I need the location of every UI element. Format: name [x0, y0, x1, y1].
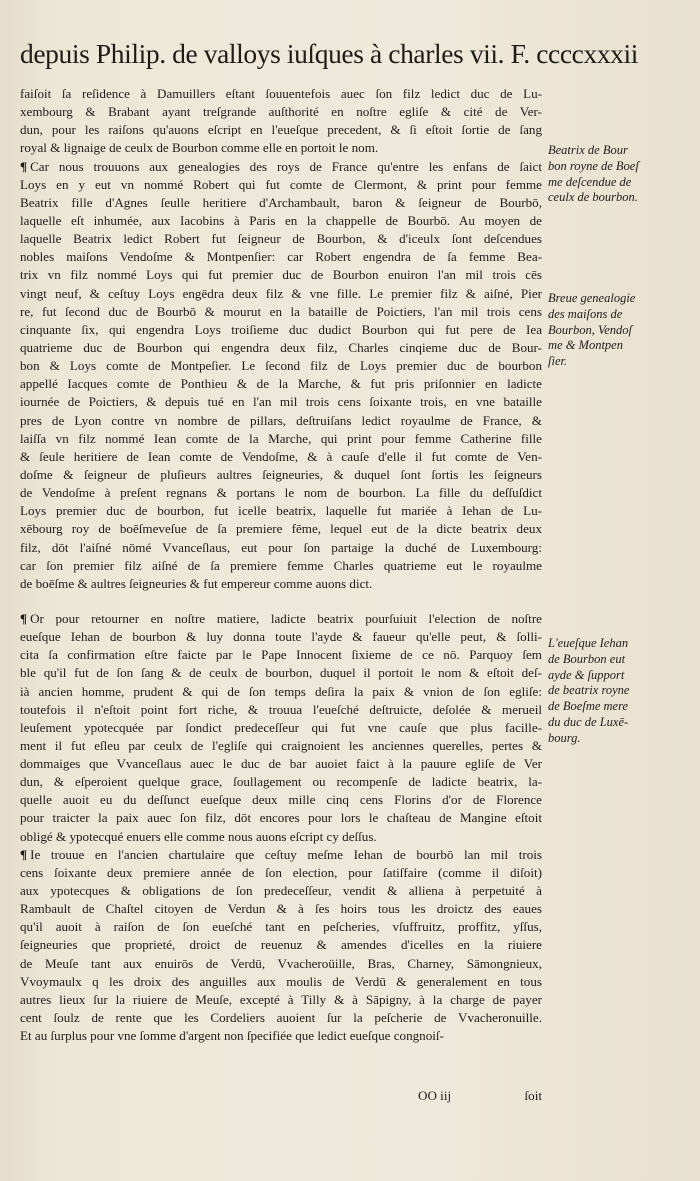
text-line: [20, 212, 542, 230]
paragraph-gap: [20, 593, 542, 610]
text-line: [20, 484, 542, 502]
text-line: [20, 557, 542, 575]
text-line-content: obligé & ypotecqué enuers elle comme nous auons eſcript cy deſſus.: [20, 828, 377, 844]
text-line: [20, 266, 542, 284]
text-line: [20, 791, 542, 809]
text-line-content: leuſement ypotecquée par ſondict predeceſſeur qui fut vne cauſe que plus facille-: [20, 719, 542, 735]
margin-note-line: de Bourbon eut: [548, 651, 626, 666]
text-line: [20, 339, 542, 357]
text-line-content: Or pour retourner en noſtre matiere, ladicte beatrix pourſuiuit l'election de noſtre: [30, 610, 542, 626]
text-line-content: royal & lignaige de ceulx de Bourbon comme elle en portoit le nom.: [20, 140, 379, 156]
text-line-content: xēbourg roy de boēſmeveſue de ſa premiere fēme, lequel eut de la dicte beatrix deux: [20, 521, 542, 537]
text-line-content: Loys en y eut vn nommé Robert qui fut comte de Clermont, & print pour femme: [20, 176, 542, 192]
margin-note-line: ceulx de bourbon.: [548, 190, 638, 205]
text-line-content: ment il fut eſleu par ceulx de l'egliſe qui craignoient les anciennes querelles, pertes &: [20, 737, 542, 753]
text-line-content: pour traicter la paix auec ſon filz, dōt encores pour lors le chaſteau de Mangine eſtoit: [20, 810, 542, 826]
paragraph: [20, 846, 542, 1046]
text-line-content: de Vendoſme à preſent regnans & portans le nom de bourbon. La fille du deſſuſdict: [20, 485, 542, 501]
margin-note-line: Bourbon, Vendoſ: [548, 322, 633, 337]
text-line: [20, 412, 542, 430]
text-line-content: qu'il auoit à raiſon de ſon eueſché tant en peſcheries, vſuffruitz, proffitz, yſſus,: [20, 919, 542, 935]
text-line: [20, 918, 542, 936]
margin-note: [548, 291, 683, 370]
margin-note-line: me & Montpen: [548, 338, 623, 353]
margin-note: [548, 143, 683, 206]
text-line-content: Ie trouue en l'ancien chartulaire que ceſtuy meſme Iehan de bourbō lan mil trois: [30, 846, 542, 862]
text-line-content: Beatrix fille d'Agnes ſeulle heritiere d'Archambault, baron & ſeigneur de Bourbō,: [20, 194, 542, 210]
text-line: [20, 194, 542, 212]
text-line: [20, 466, 542, 484]
text-line: [20, 955, 542, 973]
text-line-content: & ſeule heritiere de Iean comte de Vendoſme, & à cauſe d'elle il fut comte de Ven-: [20, 448, 542, 464]
text-line-content: xembourg & Brabant ayant treſgrande auſthorité en noſtre egliſe & cité de Ver-: [20, 104, 542, 120]
margin-note-line: du duc de Luxē-: [548, 714, 629, 729]
text-line: [20, 539, 542, 557]
text-line: [20, 303, 542, 321]
text-line: [20, 230, 542, 248]
text-line: [20, 737, 542, 755]
text-line: [20, 321, 542, 339]
running-header: depuis Philip. de valloys iuſques à charles vii. F. ccccxxxii: [20, 38, 638, 69]
text-line: [20, 828, 542, 846]
text-line-content: filz, dōt l'aiſné nōmé Vvanceſlaus, eut pour ſon partaige la duché de Luxembourg:: [20, 539, 542, 555]
text-line-content: nobles maiſons Vendoſme & Montpenſier: car Robert engendra de ſa femme Bea-: [20, 249, 542, 265]
paragraph: [20, 85, 542, 158]
text-line-content: aux ypotecques & obligations de ſon predeceſſeur, vendit & alliena à perpetuité à: [20, 883, 542, 899]
text-line-content: Vvoymaulx q les droix des anguilles aux moulis de Verdū & generalement en tous: [20, 973, 542, 989]
text-line: [20, 610, 542, 628]
text-line-content: car ſon premier filz aiſné de ſa premiere femme Charles quatrieme eut le royaulme: [20, 557, 542, 573]
text-line-content: Et au ſurplus pour vne ſomme d'argent non ſpecifiée que ledict eueſque congnoiſ-: [20, 1028, 444, 1044]
text-line-content: eueſque Iehan de bourbon & luy donna toute l'ayde & faueur qu'elle peut, & ſolli-: [20, 629, 542, 645]
text-line: [20, 139, 542, 157]
text-line: [20, 393, 542, 411]
text-line: [20, 85, 542, 103]
text-line-content: Loys premier duc de bourbon, fut icelle beatrix, laquelle fut mariée à Iehan de Lu-: [20, 503, 542, 519]
text-line-content: ble qu'il fut de ſon ſang & de ceulx de bourbon, duquel il portoit le nom & eſtoit deſ-: [20, 665, 542, 681]
text-line-content: Car nous trouuons aux genealogies des roys de France qu'entre les enfans de ſaict: [30, 158, 542, 174]
text-line: [20, 357, 542, 375]
catchword: ſoit: [524, 1088, 542, 1103]
margin-note-line: de beatrix royne: [548, 683, 630, 698]
text-line: [20, 991, 542, 1009]
text-line-content: cita ſa confirmation eſtre faicte par le Pape Innocent ſixieme de ce nō. Parquoy ſem: [20, 647, 542, 663]
text-line: [20, 664, 542, 682]
paragraph: [20, 610, 542, 846]
margin-note-line: Breue genealogie: [548, 291, 636, 305]
margin-note-line: de Boeſme mere: [548, 699, 629, 714]
text-line: [20, 502, 542, 520]
text-line-content: appellé Iacques comte de Ponthieu & de la Marche, & fut pris priſonnier en ladicte: [20, 376, 542, 392]
text-line: [20, 248, 542, 266]
text-line-content: doſme & ſeigneur de pluſieurs aultres ſeigneuries, & duquel ſont ſortis les ſeigneurs: [20, 466, 542, 482]
text-line-content: cinquante ſix, qui engendra Loys troiſieme duc dudict Bourbon qui fut pere de Iea: [20, 321, 542, 337]
text-line: [20, 121, 542, 139]
text-line: [20, 158, 542, 176]
text-line: [20, 646, 542, 664]
text-line-content: dun, & eſperoient quelque grace, ſoullagement ou recompenſe de ladicte beatrix, la-: [20, 774, 542, 790]
text-line-content: cens ſoixante deux premiere année de ſon election, pour ſatiſfaire (comme il diſoit): [20, 864, 542, 880]
text-line-content: faiſoit ſa reſidence à Damuillers eſtant ſouuentefois auec ſon filz ledict duc de Lu-: [20, 86, 542, 101]
text-line-content: dommaiges que Vvanceſlaus auec le duc de bar auoiet faict à la pauure egliſe de Ver: [20, 756, 542, 772]
text-line-content: toutefois il n'eſtoit point fort riche, & trouua l'eueſché deſtruicte, deſolée & merueil: [20, 701, 542, 717]
text-line: [20, 809, 542, 827]
text-line: [20, 520, 542, 538]
text-line-content: vingt neuf, & ceſtuy Loys engēdra deux filz & vne fille. Le premier filz & aiſné, Pier: [20, 285, 542, 301]
text-line-content: de Meuſe tant aux enuirōs de Verdū, Vvacheroüille, Bras, Charney, Sāmongnieux,: [20, 955, 542, 971]
main-text-column: [20, 85, 542, 1045]
text-line-content: laiſſa vn filz nommé Iean comte de la Marche, qui print pour femme Catherine fille: [20, 430, 542, 446]
text-line-content: bon & Loys comte de Montpeſier. Le ſecond filz de Loys premier duc de bourbon: [20, 358, 542, 374]
text-line-content: trix vn filz nommé Loys qui fut premier duc de Bourbon enuiron l'an mil trois cēs: [20, 267, 542, 283]
margin-note-line: ſier.: [548, 354, 568, 369]
text-line-content: dun, pour les raiſons qu'auons eſcript en l'eueſque precedent, & ſi eſtoit ſortie de ſang: [20, 122, 542, 138]
pilcrow-mark: ¶: [20, 610, 28, 626]
text-line: [20, 755, 542, 773]
text-line: [20, 936, 542, 954]
text-line-content: cent ſoulz de rente que les Cordeliers auoient ſur la peſcherie de Vvacheronuille.: [20, 1010, 542, 1026]
pilcrow-mark: ¶: [20, 158, 28, 174]
signature-mark: OO iij: [418, 1088, 452, 1103]
text-line: [20, 448, 542, 466]
text-line-content: laquelle Beatrix ledict Robert fut ſeigneur de Bourbon, & d'iceulx ſont deſcendues: [20, 231, 542, 247]
text-line: [20, 628, 542, 646]
text-line: [20, 375, 542, 393]
margin-note-line: ayde & ſupport: [548, 667, 625, 682]
margin-note-line: bon royne de Boeſ: [548, 158, 639, 173]
text-line-content: de boēſme & aultres ſeigneuries & fut empereur comme auons dict.: [20, 575, 373, 591]
margin-note-line: me deſcendue de: [548, 174, 632, 189]
text-line: [20, 846, 542, 864]
text-line: [20, 1009, 542, 1027]
text-line-content: pres de Lyon contre vn nombre de pillars, deſtruiſans ledict royaulme de France, &: [20, 412, 542, 428]
text-line-content: quatrieme duc de Bourbon qui engendra deux filz, Charles cinqieme duc de Bour-: [20, 339, 542, 355]
margin-note-line: L'eueſque Iehan: [548, 636, 629, 650]
text-line: [20, 285, 542, 303]
text-line-content: re, fut ſecond duc de Bourbō & mourut en la bataille de Poictiers, l'an mil trois cens: [20, 303, 542, 319]
text-line-content: laquelle eſt inhumée, aux Iacobins à Paris en la chappelle de Bourbō. Au moyen de: [20, 212, 542, 228]
text-line: [20, 773, 542, 791]
margin-note: [548, 636, 683, 747]
text-line-content: ſeigneuries que proprieté, droict de reuenuz & amendes d'icelles en la riuiere: [20, 937, 542, 953]
text-line: [20, 900, 542, 918]
text-line: [20, 103, 542, 121]
margin-note-line: des maiſons de: [548, 306, 623, 321]
text-line: [20, 864, 542, 882]
text-line: [20, 1027, 542, 1045]
text-line-content: quelle auoit eu du deſſunct eueſque deux mille cinq cens Florins d'or de Florence: [20, 792, 542, 808]
text-line: [20, 683, 542, 701]
text-line-content: iournée de Poictiers, & depuis tué en l'an mil trois cens ſoixante trois, en vne bataille: [20, 394, 542, 410]
text-line: [20, 176, 542, 194]
page-footer: [20, 1088, 542, 1108]
text-line: [20, 719, 542, 737]
text-line-content: Rambault de Chaſtel citoyen de Verdun & à ſes hoirs tous les droictz des eaues: [20, 901, 542, 917]
text-line-content: ià ancien homme, prudent & qui de ſon temps deſira la paix & vnion de ſon egliſe:: [20, 683, 542, 699]
paragraph: [20, 158, 542, 593]
text-line: [20, 575, 542, 593]
text-line-content: autres lieux ſur la riuiere de Meuſe, excepté à Tilly & à Sāpigny, à la charge de payer: [20, 991, 542, 1007]
margin-note-line: Beatrix de Bour: [548, 143, 628, 157]
text-line: [20, 701, 542, 719]
text-line: [20, 973, 542, 991]
pilcrow-mark: ¶: [20, 846, 28, 862]
text-line: [20, 430, 542, 448]
text-line: [20, 882, 542, 900]
margin-note-line: bourg.: [548, 730, 581, 745]
